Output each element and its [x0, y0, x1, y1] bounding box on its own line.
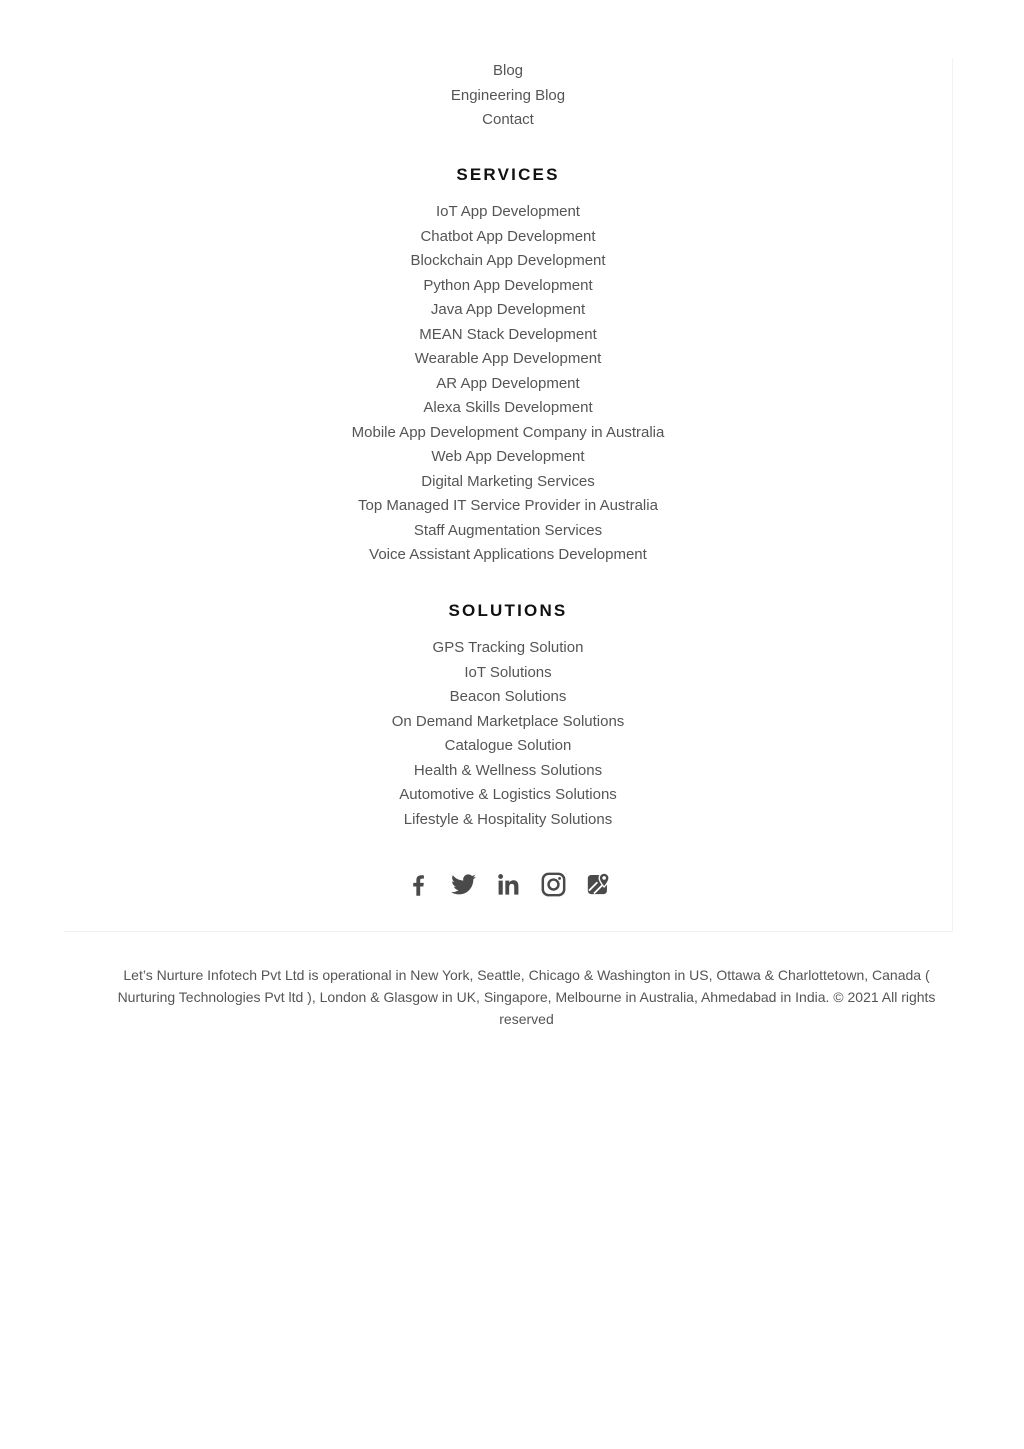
solutions-section: [64, 598, 952, 832]
services-section: [64, 162, 952, 568]
service-link[interactable]: Top Managed IT Service Provider in Australia: [358, 497, 658, 514]
service-link[interactable]: Voice Assistant Applications Development: [369, 546, 647, 563]
facebook-icon-graphic: [405, 871, 432, 898]
service-link[interactable]: Wearable App Development: [414, 350, 602, 367]
linkedin-icon-graphic: [495, 871, 522, 898]
services-heading: SERVICES: [456, 165, 560, 184]
footer-link-contact[interactable]: Contact: [482, 111, 534, 128]
solution-link[interactable]: Beacon Solutions: [449, 688, 567, 705]
solutions-heading: SOLUTIONS: [448, 601, 568, 620]
company-links: [64, 58, 952, 133]
solution-link[interactable]: Automotive & Logistics Solutions: [399, 786, 617, 803]
service-link[interactable]: Alexa Skills Development: [423, 399, 593, 416]
instagram-icon[interactable]: [540, 871, 567, 898]
footer-links-panel: [64, 58, 953, 932]
twitter-icon[interactable]: [450, 871, 477, 898]
service-link[interactable]: AR App Development: [436, 374, 580, 392]
google-maps-icon-graphic: [585, 871, 612, 898]
service-link[interactable]: IoT App Development: [436, 203, 580, 220]
twitter-icon-graphic: [450, 871, 477, 898]
linkedin-icon[interactable]: [495, 871, 522, 898]
google-maps-icon[interactable]: [585, 871, 612, 898]
instagram-icon-graphic: [540, 871, 567, 898]
social-links: [64, 871, 952, 898]
service-link[interactable]: Blockchain App Development: [410, 252, 606, 269]
service-link[interactable]: MEAN Stack Development: [419, 325, 597, 343]
solution-link[interactable]: IoT Solutions: [464, 663, 552, 681]
service-link[interactable]: Staff Augmentation Services: [413, 521, 603, 539]
service-link[interactable]: Chatbot App Development: [420, 227, 596, 245]
copyright-notice: Let’s Nurture Infotech Pvt Ltd is operational in New York, Seattle, Chicago & Washington in US, Ottawa & Charlottetown, Canada ( Nurturing Technologies Pvt ltd ), London & Glasgow in UK, Singapore, Melbourne in Australia, Ahmedabad in India. © 2021 All rights reserved: [117, 967, 936, 1027]
service-link[interactable]: Mobile App Development Company in Australia: [351, 423, 665, 441]
solution-link[interactable]: GPS Tracking Solution: [432, 639, 584, 656]
solution-link[interactable]: Catalogue Solution: [444, 737, 572, 754]
service-link[interactable]: Python App Development: [423, 276, 593, 294]
service-link[interactable]: Web App Development: [431, 448, 585, 465]
service-link[interactable]: Java App Development: [430, 301, 586, 318]
footer-link-blog[interactable]: Blog: [492, 62, 524, 79]
footer-link-engineering-blog[interactable]: Engineering Blog: [450, 86, 566, 104]
facebook-icon[interactable]: [405, 871, 432, 898]
solution-link[interactable]: On Demand Marketplace Solutions: [391, 712, 625, 730]
solution-link[interactable]: Health & Wellness Solutions: [413, 761, 603, 779]
solution-link[interactable]: Lifestyle & Hospitality Solutions: [403, 810, 613, 828]
service-link[interactable]: Digital Marketing Services: [421, 472, 595, 490]
